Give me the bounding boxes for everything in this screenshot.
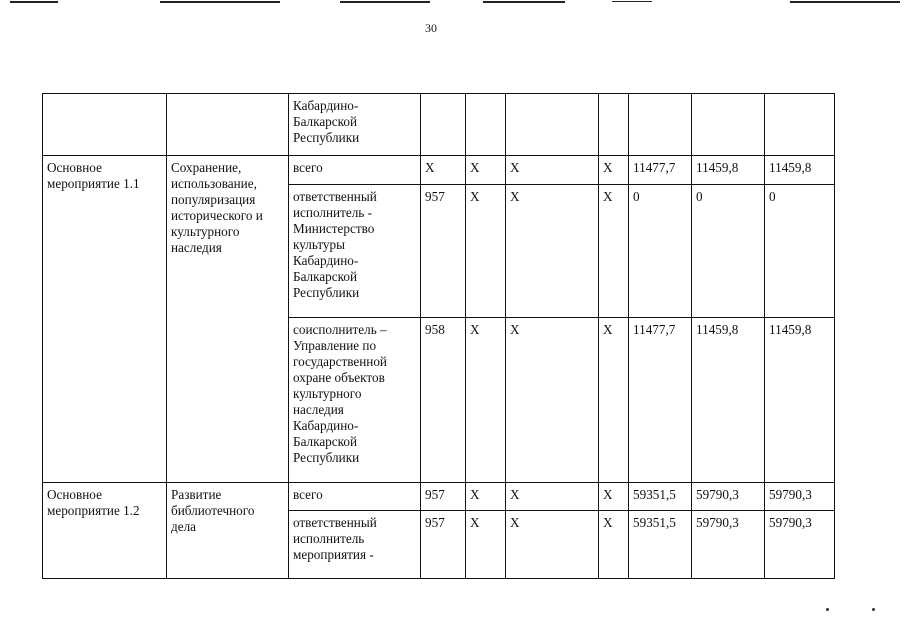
scan-artifact-line [612, 1, 652, 2]
vr-cell: X [599, 511, 629, 579]
page-number: 30 [425, 21, 437, 35]
rzpr-cell: X [466, 185, 506, 318]
value-cell: 59790,3 [765, 483, 835, 511]
value-cell: 11459,8 [765, 318, 835, 483]
value-cell [765, 94, 835, 156]
table-row [43, 156, 835, 185]
table-row [43, 483, 835, 511]
value-cell: 59790,3 [765, 511, 835, 579]
value-cell: 11459,8 [765, 156, 835, 185]
executor-cell: всего [289, 483, 421, 511]
value-cell: 11477,7 [629, 318, 692, 483]
executor-cell: всего [289, 156, 421, 185]
value-cell: 59351,5 [629, 483, 692, 511]
vr-cell: X [599, 318, 629, 483]
executor-cell: Кабардино- Балкарской Республики [289, 94, 421, 156]
scan-artifact-dot [872, 608, 875, 611]
grbs-cell [421, 94, 466, 156]
rzpr-cell: X [466, 156, 506, 185]
executor-cell: ответственный исполнитель мероприятия - [289, 511, 421, 579]
title-cell [167, 94, 289, 156]
value-cell: 0 [765, 185, 835, 318]
table-row [43, 94, 835, 156]
vr-cell: X [599, 185, 629, 318]
vr-cell: X [599, 483, 629, 511]
value-cell: 0 [692, 185, 765, 318]
csr-cell: X [506, 185, 599, 318]
event-cell: Основное мероприятие 1.2 [43, 483, 167, 579]
title-cell: Сохранение, использование, популяризация исторического и культурного наследия [167, 156, 289, 483]
value-cell: 59790,3 [692, 511, 765, 579]
grbs-cell: 957 [421, 185, 466, 318]
vr-cell: X [599, 156, 629, 185]
rzpr-cell: X [466, 511, 506, 579]
csr-cell: X [506, 511, 599, 579]
scan-artifact-dot [826, 608, 829, 611]
executor-cell: соисполнитель – Управление по государственной охране объектов культурного наследия Кабардино- Балкарской Республики [289, 318, 421, 483]
value-cell: 11477,7 [629, 156, 692, 185]
event-cell: Основное мероприятие 1.1 [43, 156, 167, 483]
scan-artifact-line [790, 1, 900, 3]
rzpr-cell: X [466, 483, 506, 511]
value-cell: 59790,3 [692, 483, 765, 511]
csr-cell: X [506, 483, 599, 511]
grbs-cell: 958 [421, 318, 466, 483]
scan-artifact-line [483, 1, 565, 3]
executor-cell: ответственный исполнитель - Министерство культуры Кабардино- Балкарской Республики [289, 185, 421, 318]
grbs-cell: 957 [421, 511, 466, 579]
scan-artifact-line [340, 1, 430, 3]
program-funding-table [42, 93, 835, 579]
value-cell: 0 [629, 185, 692, 318]
scan-artifact-line [160, 1, 280, 3]
title-cell: Развитие библиотечного дела [167, 483, 289, 579]
csr-cell: X [506, 156, 599, 185]
event-cell [43, 94, 167, 156]
value-cell [692, 94, 765, 156]
csr-cell [506, 94, 599, 156]
value-cell: 11459,8 [692, 156, 765, 185]
rzpr-cell [466, 94, 506, 156]
scan-artifact-line [10, 1, 58, 3]
grbs-cell: X [421, 156, 466, 185]
value-cell [629, 94, 692, 156]
vr-cell [599, 94, 629, 156]
value-cell: 59351,5 [629, 511, 692, 579]
rzpr-cell: X [466, 318, 506, 483]
value-cell: 11459,8 [692, 318, 765, 483]
csr-cell: X [506, 318, 599, 483]
grbs-cell: 957 [421, 483, 466, 511]
